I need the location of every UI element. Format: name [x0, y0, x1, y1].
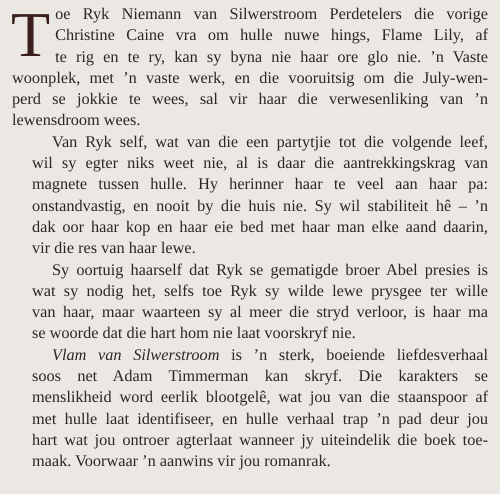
text-line: hart wat jou ontroer agterlaat wanneer jy uiteindelik die boek toe-: [32, 429, 488, 449]
text-line-with-title: [12, 344, 488, 365]
text-line: van haar, maar waarteen sy al meer die stryd verloor, is haar ma: [32, 302, 488, 322]
text-line: Van Ryk self, wat van die een partytjie tot die volgende leef,: [52, 131, 488, 151]
text-line: se woorde dat die hart hom nie laat voorskryf nie.: [32, 323, 356, 343]
drop-cap-letter: T: [11, 0, 51, 70]
text-line: wat sy nodig het, selfs toe Ryk sy wilde lewe prysgee ter wille: [32, 280, 488, 300]
text-line: woonplek, met ’n vaste werk, en die vooruitsig om die July-wen-: [12, 67, 488, 87]
text-line: maak. Voorwaar ’n aanwins vir jou romanrak.: [32, 451, 331, 471]
text-line: oe Ryk Niemann van Silwerstroom Perdetelers die vorige: [55, 4, 488, 23]
text-line: wil sy egter niks weet nie, al is daar die aantrekkingskrag van: [32, 153, 488, 173]
paragraph-1: [11, 0, 488, 131]
text-segment: is ’n sterk, boeiende liefdesverhaal: [219, 344, 488, 364]
text-line: soos net Adam Timmerman kan skryf. Die karakters se: [32, 366, 488, 386]
text-line: met hulle laat identifiseer, en hulle verhaal trap ’n pad deur jou: [32, 408, 488, 428]
text-line: Sy oortuig haarself dat Ryk se gematigde broer Abel presies is: [52, 259, 488, 279]
text-line: magnete tussen hulle. Hy herinner haar te veel aan haar pa:: [32, 174, 488, 194]
text-line: vir die res van haar lewe.: [32, 238, 196, 258]
paragraph-4: [12, 344, 488, 472]
text-line: lewensdroom wees.: [12, 110, 141, 130]
text-line: perd se jokkie te wees, sal vir haar die verwesenliking van ’n: [12, 89, 488, 109]
text-line: Christine Caine vra om hulle nuwe hings, Flame Lily, af: [55, 25, 488, 45]
text-line: dak oor haar kop en haar eie bed met haar man elke aand daarin,: [32, 216, 488, 236]
paragraph-2: [12, 131, 488, 259]
paragraph-3: [12, 259, 488, 344]
text-line: te rig en te ry, kan sy byna nie haar ore glo nie. ’n Vaste: [55, 46, 488, 66]
text-line: menslikheid word eerlik blootgelê, wat jou van die staanspoor af: [32, 387, 488, 407]
book-title: Vlam van Silwerstroom: [52, 344, 220, 364]
text-line: onstandvastig, en nooit by die huis nie. Sy wil stabiliteit hê – ’n: [32, 195, 488, 215]
